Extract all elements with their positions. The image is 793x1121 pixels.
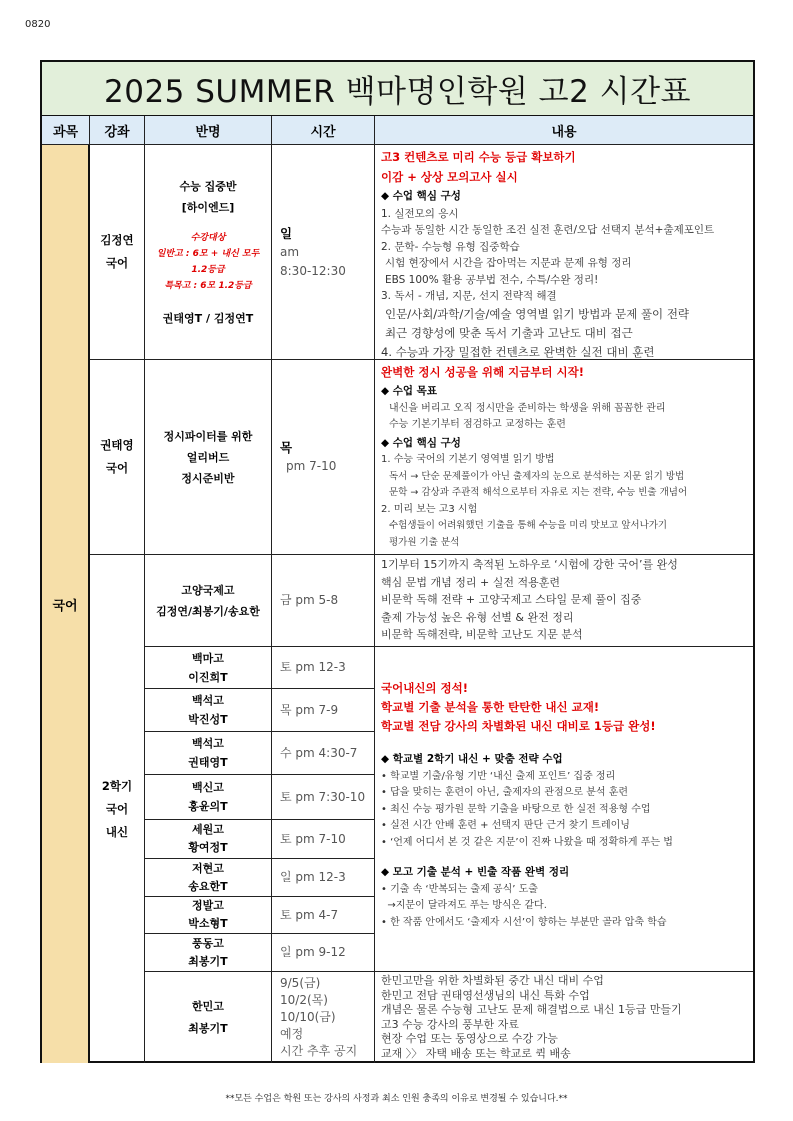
timetable: [40, 60, 755, 1063]
time-line: 8:30-12:30: [280, 263, 346, 278]
time-cell: [272, 689, 375, 732]
highlight-text: 학교별 전담 강사의 차별화된 내신 대비로 1등급 완성!: [381, 719, 656, 733]
time-line: 시간 추후 공지: [280, 1044, 358, 1058]
school-name: 백마고: [192, 651, 224, 665]
content-line: 4. 수능과 가장 밀접한 컨텐츠로 완벽한 실전 대비 훈련: [381, 344, 655, 359]
content-line: 고3 수능 강사의 풍부한 자료: [381, 1017, 519, 1031]
school-class-cell: [145, 647, 272, 689]
school-name: 백석고: [192, 737, 224, 750]
time-line: 9/5(금): [280, 976, 321, 990]
time-line: 금 pm 5-8: [280, 593, 339, 607]
school-class-cell: [145, 732, 272, 775]
school-name: 고양국제고: [181, 583, 235, 597]
class-tag: [하이엔드]: [181, 200, 235, 214]
page-title: 2025 SUMMER 백마명인학원 고2 시간표: [104, 74, 691, 110]
class-name: 정시준비반: [181, 471, 235, 485]
school-teacher: 황여정T: [188, 841, 228, 854]
section-title: ◆ 수업 핵심 구성: [381, 190, 461, 202]
time-cell: [272, 647, 375, 689]
highlight-text: 고3 컨텐츠로 미리 수능 등급 확보하기: [381, 150, 576, 164]
content-line: 수험생들이 어려워했던 기출을 통해 수능을 미리 맛보고 앞서나가기: [389, 520, 668, 531]
content-cell: [375, 555, 753, 647]
bullet-line: • 실전 시간 안배 훈련 + 선택지 판단 근거 찾기 트레이닝: [381, 820, 630, 831]
school-name: 풍동고: [192, 936, 224, 950]
section-title: ◆ 학교별 2학기 내신 + 맞춤 전략 수업: [381, 753, 563, 765]
bullet-line: • 한 작품 안에서도 ‘출제자 시선’이 향하는 부분만 골라 압축 학습: [381, 916, 667, 928]
time-line: 토 pm 7:30-10: [280, 789, 366, 804]
school-name: 세원고: [192, 823, 224, 836]
school-teacher: 최봉기T: [188, 954, 228, 968]
bullet-line: • 답을 맞히는 훈련이 아닌, 출제자의 관점으로 분석 훈련: [381, 787, 629, 798]
header-class-name: 반명: [145, 116, 272, 145]
school-name: 백신고: [192, 781, 224, 794]
time-line: 일 pm 12-3: [280, 870, 346, 884]
content-line: 최근 경향성에 맞춘 독서 기출과 고난도 대비 접근: [385, 325, 633, 340]
school-teacher: 권태영T: [188, 756, 228, 769]
content-line: 독서 → 단순 문제풀이가 아닌 출제자의 눈으로 분석하는 지문 읽기 방법: [389, 470, 685, 482]
time-cell: [272, 934, 375, 972]
subject-cell: [42, 145, 90, 1063]
class-name-cell: [145, 555, 272, 647]
time-cell: [272, 145, 375, 360]
class-name-cell: [145, 972, 272, 1063]
document-code: 0820: [25, 19, 51, 30]
content-line: 수능과 동일한 시간 동일한 조건 실전 훈련/오답 선택지 분석+출제포인트: [381, 224, 715, 236]
header-time: 시간: [272, 116, 375, 145]
content-line: 1. 실전모의 응시: [381, 207, 459, 220]
teacher-name: 김정연: [100, 233, 134, 247]
time-line: pm 7-10: [286, 459, 337, 473]
time-line: 토 pm 12-3: [280, 660, 346, 674]
section-title: ◆ 수업 핵심 구성: [381, 436, 461, 449]
section-title: ◆ 모고 기출 분석 + 빈출 작품 완벽 정리: [381, 866, 570, 878]
course-teacher-cell: [90, 145, 145, 360]
shared-content-cell: [375, 647, 753, 972]
school-class-cell: [145, 897, 272, 934]
content-line: 현장 수업 또는 동영상으로 수강 가능: [381, 1032, 558, 1045]
content-cell: [375, 360, 753, 555]
school-teacher: 박소형T: [188, 917, 228, 930]
content-line: 한민고 전담 권태영선생님의 내신 특화 수업: [381, 988, 590, 1002]
time-line: 수 pm 4:30-7: [280, 745, 358, 760]
title-banner: [42, 62, 753, 116]
bullet-line: • 학교별 기출/유형 기반 ‘내신 출제 포인트’ 집중 정리: [381, 770, 616, 782]
time-cell: [272, 732, 375, 775]
eligibility-title: 수강대상: [190, 232, 226, 243]
footer-note: **모든 수업은 학원 또는 강사의 사정과 최소 인원 충족의 이유로 변경될 수 있습니다.**: [225, 1094, 568, 1104]
eligibility-line: 일반고 : 6모 + 내신 모두: [156, 248, 260, 259]
content-line: 시험 현장에서 시간을 잡아먹는 지문과 문제 유형 정리: [385, 257, 632, 269]
content-line: 비문학 독해 전략 + 고양국제고 스타일 문제 풀이 집중: [381, 593, 642, 606]
time-line: 일 pm 9-12: [280, 945, 346, 959]
content-cell: [375, 972, 753, 1063]
class-name: 얼리버드: [186, 450, 230, 464]
teacher-subject: 국어: [105, 801, 129, 816]
school-name: 한민고: [192, 999, 224, 1013]
header-subject: 과목: [42, 116, 90, 145]
time-cell: [272, 859, 375, 897]
class-name: 정시파이터를 위한: [163, 429, 253, 443]
time-cell: [272, 820, 375, 859]
school-class-cell: [145, 689, 272, 732]
eligibility-line: 특목고 : 6모 1.2등급: [164, 280, 252, 291]
content-line: 교재 〉〉 자택 배송 또는 학교로 퀵 배송: [381, 1046, 571, 1060]
course-teacher-cell: [90, 555, 145, 1063]
bullet-line: • 최신 수능 평가원 문학 기출을 바탕으로 한 실전 적용형 수업: [381, 803, 651, 815]
content-cell: [375, 145, 753, 360]
teacher-subject: 국어: [105, 461, 129, 475]
content-line: 3. 독서 - 개념, 지문, 선지 전략적 해결: [381, 290, 557, 302]
bullet-line: →지문이 달라져도 푸는 방식은 같다.: [381, 900, 547, 911]
class-name-cell: [145, 145, 272, 360]
highlight-text: 이감 + 상상 모의고사 실시: [381, 170, 518, 184]
instructors: 김정연/최봉기/송요한: [156, 604, 260, 618]
content-line: 출제 가능성 높은 유형 선별 & 완전 정리: [381, 610, 574, 624]
section-title: ◆ 수업 목표: [381, 385, 437, 397]
class-name: 수능 집중반: [179, 179, 237, 193]
header-content: 내용: [375, 116, 753, 145]
content-line: 수능 기본기부터 점검하고 교정하는 훈련: [389, 419, 566, 430]
content-line: 인문/사회/과학/기술/예술 영역별 읽기 방법과 문제 풀이 전략: [385, 306, 690, 321]
time-cell: [272, 775, 375, 820]
school-class-cell: [145, 775, 272, 820]
bullet-line: • 기출 속 ‘반복되는 출제 공식’ 도출: [381, 883, 538, 895]
bullet-line: • ‘언제 어디서 본 것 같은 지문’이 진짜 나왔을 때 정확하게 푸는 법: [381, 836, 673, 848]
course-teacher-cell: [90, 360, 145, 555]
subject-label: 국어: [52, 598, 78, 614]
course-type: 내신: [105, 824, 129, 839]
header-course: 강좌: [90, 116, 145, 145]
time-line: 토 pm 7-10: [280, 831, 346, 846]
school-class-cell: [145, 934, 272, 972]
content-line: 한민고만을 위한 차별화된 중간 내신 대비 수업: [381, 974, 604, 987]
time-line: 목 pm 7-9: [280, 702, 339, 717]
content-line: 비문학 독해전략, 비문학 고난도 지문 분석: [381, 628, 583, 641]
content-line: 1. 수능 국어의 기본기 영역별 읽기 방법: [381, 454, 555, 465]
instructors: 권태영T / 김정연T: [162, 311, 254, 325]
time-line: am: [280, 244, 300, 259]
school-teacher: 박진성T: [188, 713, 228, 726]
content-line: 1기부터 15기까지 축적된 노하우로 ‘시험에 강한 국어’를 완성: [381, 558, 678, 571]
teacher-name: 권태영: [100, 438, 134, 452]
time-line: 토 pm 4-7: [280, 907, 339, 922]
eligibility-line: 1.2등급: [191, 264, 225, 275]
teacher-subject: 국어: [105, 256, 129, 270]
content-line: 문학 → 감상과 주관적 해석으로부터 자유로 지는 전략, 수능 빈출 개념어: [389, 487, 688, 498]
time-cell: [272, 555, 375, 647]
content-line: 핵심 문법 개념 정리 + 실전 적용훈련: [381, 575, 560, 589]
school-teacher: 송요한T: [188, 879, 228, 893]
time-day: 일: [280, 225, 293, 241]
content-line: 2. 미리 보는 고3 시험: [381, 503, 478, 515]
school-teacher: 이진희T: [188, 670, 228, 684]
content-line: 평가원 기출 분석: [389, 536, 460, 548]
time-cell: [272, 972, 375, 1063]
school-teacher: 홍윤의T: [188, 800, 228, 813]
school-teacher: 최봉기T: [188, 1021, 228, 1035]
content-line: 내신을 버리고 오직 정시만을 준비하는 학생을 위해 꼼꼼한 관리: [389, 402, 666, 414]
highlight-text: 학교별 기출 분석을 통한 탄탄한 내신 교재!: [381, 700, 600, 714]
school-class-cell: [145, 859, 272, 897]
course-term: 2학기: [101, 778, 133, 793]
content-line: 개념은 물론 수능형 고난도 문제 해결법으로 내신 1등급 만들기: [381, 1003, 682, 1016]
school-class-cell: [145, 820, 272, 859]
class-name-cell: [145, 360, 272, 555]
time-line: 10/10(금): [280, 1010, 336, 1024]
time-day: 목: [280, 440, 293, 455]
time-line: 예정: [280, 1027, 304, 1041]
highlight-text: 국어내신의 정석!: [381, 681, 469, 695]
content-line: EBS 100% 활용 공부법 전수, 수특/수완 정리!: [385, 273, 599, 286]
school-name: 저현고: [192, 861, 224, 875]
time-cell: [272, 360, 375, 555]
school-name: 백석고: [192, 694, 224, 707]
time-cell: [272, 897, 375, 934]
time-line: 10/2(목): [280, 993, 328, 1007]
highlight-text: 완벽한 정시 성공을 위해 지금부터 시작!: [381, 365, 585, 379]
school-name: 정발고: [192, 899, 224, 912]
content-line: 2. 문학- 수능형 유형 집중학습: [381, 240, 520, 253]
